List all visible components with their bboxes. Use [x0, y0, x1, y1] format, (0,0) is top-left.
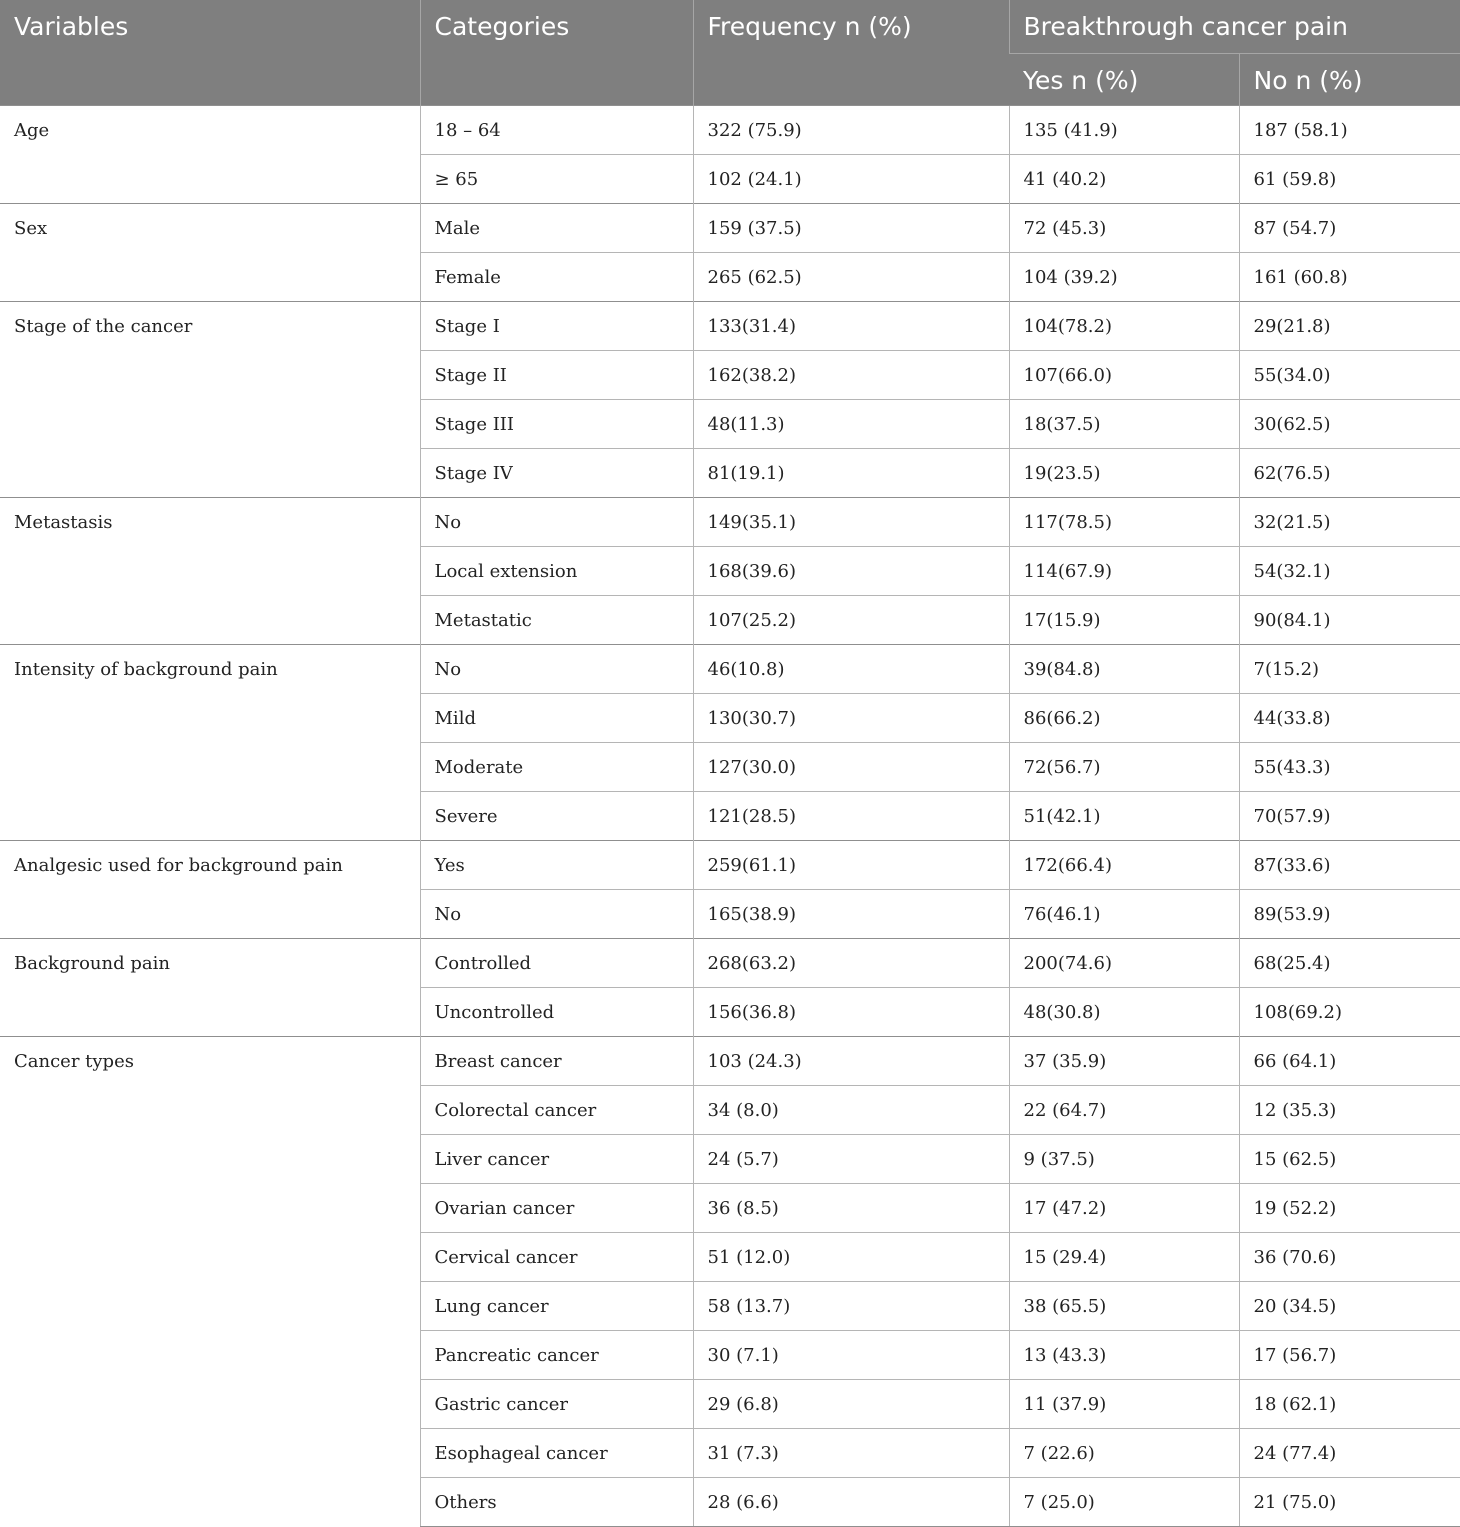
category-cell: Ovarian cancer	[420, 1183, 693, 1232]
category-cell: Severe	[420, 791, 693, 840]
yes-cell: 104 (39.2)	[1009, 252, 1239, 301]
category-cell: Esophageal cancer	[420, 1428, 693, 1477]
yes-cell: 15 (29.4)	[1009, 1232, 1239, 1281]
category-cell: Stage I	[420, 301, 693, 350]
variable-cell: Intensity of background pain	[0, 644, 420, 840]
variable-cell: Sex	[0, 203, 420, 301]
category-cell: Breast cancer	[420, 1036, 693, 1085]
category-cell: Stage III	[420, 399, 693, 448]
frequency-cell: 322 (75.9)	[693, 105, 1009, 154]
yes-cell: 135 (41.9)	[1009, 105, 1239, 154]
no-cell: 55(43.3)	[1239, 742, 1460, 791]
no-cell: 36 (70.6)	[1239, 1232, 1460, 1281]
frequency-cell: 81(19.1)	[693, 448, 1009, 497]
header-categories: Categories	[420, 0, 693, 105]
no-cell: 44(33.8)	[1239, 693, 1460, 742]
frequency-cell: 168(39.6)	[693, 546, 1009, 595]
no-cell: 29(21.8)	[1239, 301, 1460, 350]
no-cell: 24 (77.4)	[1239, 1428, 1460, 1477]
yes-cell: 39(84.8)	[1009, 644, 1239, 693]
yes-cell: 104(78.2)	[1009, 301, 1239, 350]
category-cell: Lung cancer	[420, 1281, 693, 1330]
header-frequency: Frequency n (%)	[693, 0, 1009, 105]
yes-cell: 9 (37.5)	[1009, 1134, 1239, 1183]
frequency-cell: 130(30.7)	[693, 693, 1009, 742]
frequency-cell: 58 (13.7)	[693, 1281, 1009, 1330]
frequency-cell: 34 (8.0)	[693, 1085, 1009, 1134]
yes-cell: 48(30.8)	[1009, 987, 1239, 1036]
category-cell: Female	[420, 252, 693, 301]
no-cell: 30(62.5)	[1239, 399, 1460, 448]
frequency-cell: 30 (7.1)	[693, 1330, 1009, 1379]
frequency-cell: 259(61.1)	[693, 840, 1009, 889]
yes-cell: 22 (64.7)	[1009, 1085, 1239, 1134]
yes-cell: 7 (22.6)	[1009, 1428, 1239, 1477]
frequency-cell: 156(36.8)	[693, 987, 1009, 1036]
yes-cell: 17 (47.2)	[1009, 1183, 1239, 1232]
yes-cell: 76(46.1)	[1009, 889, 1239, 938]
frequency-cell: 36 (8.5)	[693, 1183, 1009, 1232]
frequency-cell: 102 (24.1)	[693, 154, 1009, 203]
frequency-cell: 29 (6.8)	[693, 1379, 1009, 1428]
category-cell: Gastric cancer	[420, 1379, 693, 1428]
category-cell: Controlled	[420, 938, 693, 987]
no-cell: 161 (60.8)	[1239, 252, 1460, 301]
category-cell: Metastatic	[420, 595, 693, 644]
frequency-cell: 51 (12.0)	[693, 1232, 1009, 1281]
variable-cell: Age	[0, 105, 420, 203]
header-breakthrough-cancer-pain: Breakthrough cancer pain	[1009, 0, 1460, 53]
category-cell: Uncontrolled	[420, 987, 693, 1036]
yes-cell: 7 (25.0)	[1009, 1477, 1239, 1526]
category-cell: Local extension	[420, 546, 693, 595]
category-cell: ≥ 65	[420, 154, 693, 203]
category-cell: No	[420, 889, 693, 938]
yes-cell: 114(67.9)	[1009, 546, 1239, 595]
no-cell: 20 (34.5)	[1239, 1281, 1460, 1330]
table-row	[0, 301, 1460, 350]
no-cell: 62(76.5)	[1239, 448, 1460, 497]
category-cell: 18 – 64	[420, 105, 693, 154]
category-cell: Others	[420, 1477, 693, 1526]
yes-cell: 17(15.9)	[1009, 595, 1239, 644]
category-cell: No	[420, 644, 693, 693]
no-cell: 7(15.2)	[1239, 644, 1460, 693]
yes-cell: 172(66.4)	[1009, 840, 1239, 889]
category-cell: Colorectal cancer	[420, 1085, 693, 1134]
no-cell: 70(57.9)	[1239, 791, 1460, 840]
no-cell: 12 (35.3)	[1239, 1085, 1460, 1134]
frequency-cell: 149(35.1)	[693, 497, 1009, 546]
frequency-cell: 107(25.2)	[693, 595, 1009, 644]
no-cell: 54(32.1)	[1239, 546, 1460, 595]
table-row	[0, 203, 1460, 252]
no-cell: 18 (62.1)	[1239, 1379, 1460, 1428]
variable-cell: Metastasis	[0, 497, 420, 644]
category-cell: Moderate	[420, 742, 693, 791]
frequency-cell: 103 (24.3)	[693, 1036, 1009, 1085]
yes-cell: 13 (43.3)	[1009, 1330, 1239, 1379]
no-cell: 90(84.1)	[1239, 595, 1460, 644]
category-cell: Stage IV	[420, 448, 693, 497]
table-row	[0, 840, 1460, 889]
yes-cell: 41 (40.2)	[1009, 154, 1239, 203]
variable-cell: Cancer types	[0, 1036, 420, 1526]
category-cell: Cervical cancer	[420, 1232, 693, 1281]
yes-cell: 18(37.5)	[1009, 399, 1239, 448]
frequency-cell: 28 (6.6)	[693, 1477, 1009, 1526]
category-cell: Liver cancer	[420, 1134, 693, 1183]
header-variables: Variables	[0, 0, 420, 105]
yes-cell: 11 (37.9)	[1009, 1379, 1239, 1428]
table-row	[0, 497, 1460, 546]
table-row	[0, 1036, 1460, 1085]
no-cell: 19 (52.2)	[1239, 1183, 1460, 1232]
yes-cell: 107(66.0)	[1009, 350, 1239, 399]
frequency-cell: 165(38.9)	[693, 889, 1009, 938]
no-cell: 61 (59.8)	[1239, 154, 1460, 203]
yes-cell: 72 (45.3)	[1009, 203, 1239, 252]
no-cell: 108(69.2)	[1239, 987, 1460, 1036]
frequency-cell: 159 (37.5)	[693, 203, 1009, 252]
frequency-cell: 48(11.3)	[693, 399, 1009, 448]
frequency-cell: 127(30.0)	[693, 742, 1009, 791]
category-cell: Pancreatic cancer	[420, 1330, 693, 1379]
no-cell: 68(25.4)	[1239, 938, 1460, 987]
yes-cell: 38 (65.5)	[1009, 1281, 1239, 1330]
category-cell: Male	[420, 203, 693, 252]
variable-cell: Analgesic used for background pain	[0, 840, 420, 938]
variable-cell: Stage of the cancer	[0, 301, 420, 497]
no-cell: 17 (56.7)	[1239, 1330, 1460, 1379]
yes-cell: 72(56.7)	[1009, 742, 1239, 791]
table-body	[0, 105, 1460, 1526]
no-cell: 89(53.9)	[1239, 889, 1460, 938]
yes-cell: 19(23.5)	[1009, 448, 1239, 497]
no-cell: 87 (54.7)	[1239, 203, 1460, 252]
no-cell: 32(21.5)	[1239, 497, 1460, 546]
frequency-cell: 268(63.2)	[693, 938, 1009, 987]
no-cell: 21 (75.0)	[1239, 1477, 1460, 1526]
header-yes: Yes n (%)	[1009, 53, 1239, 105]
yes-cell: 117(78.5)	[1009, 497, 1239, 546]
yes-cell: 37 (35.9)	[1009, 1036, 1239, 1085]
no-cell: 55(34.0)	[1239, 350, 1460, 399]
table-row	[0, 105, 1460, 154]
frequency-cell: 24 (5.7)	[693, 1134, 1009, 1183]
frequency-cell: 265 (62.5)	[693, 252, 1009, 301]
no-cell: 87(33.6)	[1239, 840, 1460, 889]
yes-cell: 200(74.6)	[1009, 938, 1239, 987]
no-cell: 66 (64.1)	[1239, 1036, 1460, 1085]
no-cell: 187 (58.1)	[1239, 105, 1460, 154]
yes-cell: 51(42.1)	[1009, 791, 1239, 840]
frequency-cell: 121(28.5)	[693, 791, 1009, 840]
frequency-cell: 31 (7.3)	[693, 1428, 1009, 1477]
category-cell: Mild	[420, 693, 693, 742]
yes-cell: 86(66.2)	[1009, 693, 1239, 742]
table-row	[0, 644, 1460, 693]
frequency-cell: 46(10.8)	[693, 644, 1009, 693]
category-cell: No	[420, 497, 693, 546]
table-header	[0, 0, 1460, 105]
no-cell: 15 (62.5)	[1239, 1134, 1460, 1183]
category-cell: Yes	[420, 840, 693, 889]
frequency-cell: 133(31.4)	[693, 301, 1009, 350]
table-row	[0, 938, 1460, 987]
header-no: No n (%)	[1239, 53, 1460, 105]
category-cell: Stage II	[420, 350, 693, 399]
variable-cell: Background pain	[0, 938, 420, 1036]
frequency-cell: 162(38.2)	[693, 350, 1009, 399]
